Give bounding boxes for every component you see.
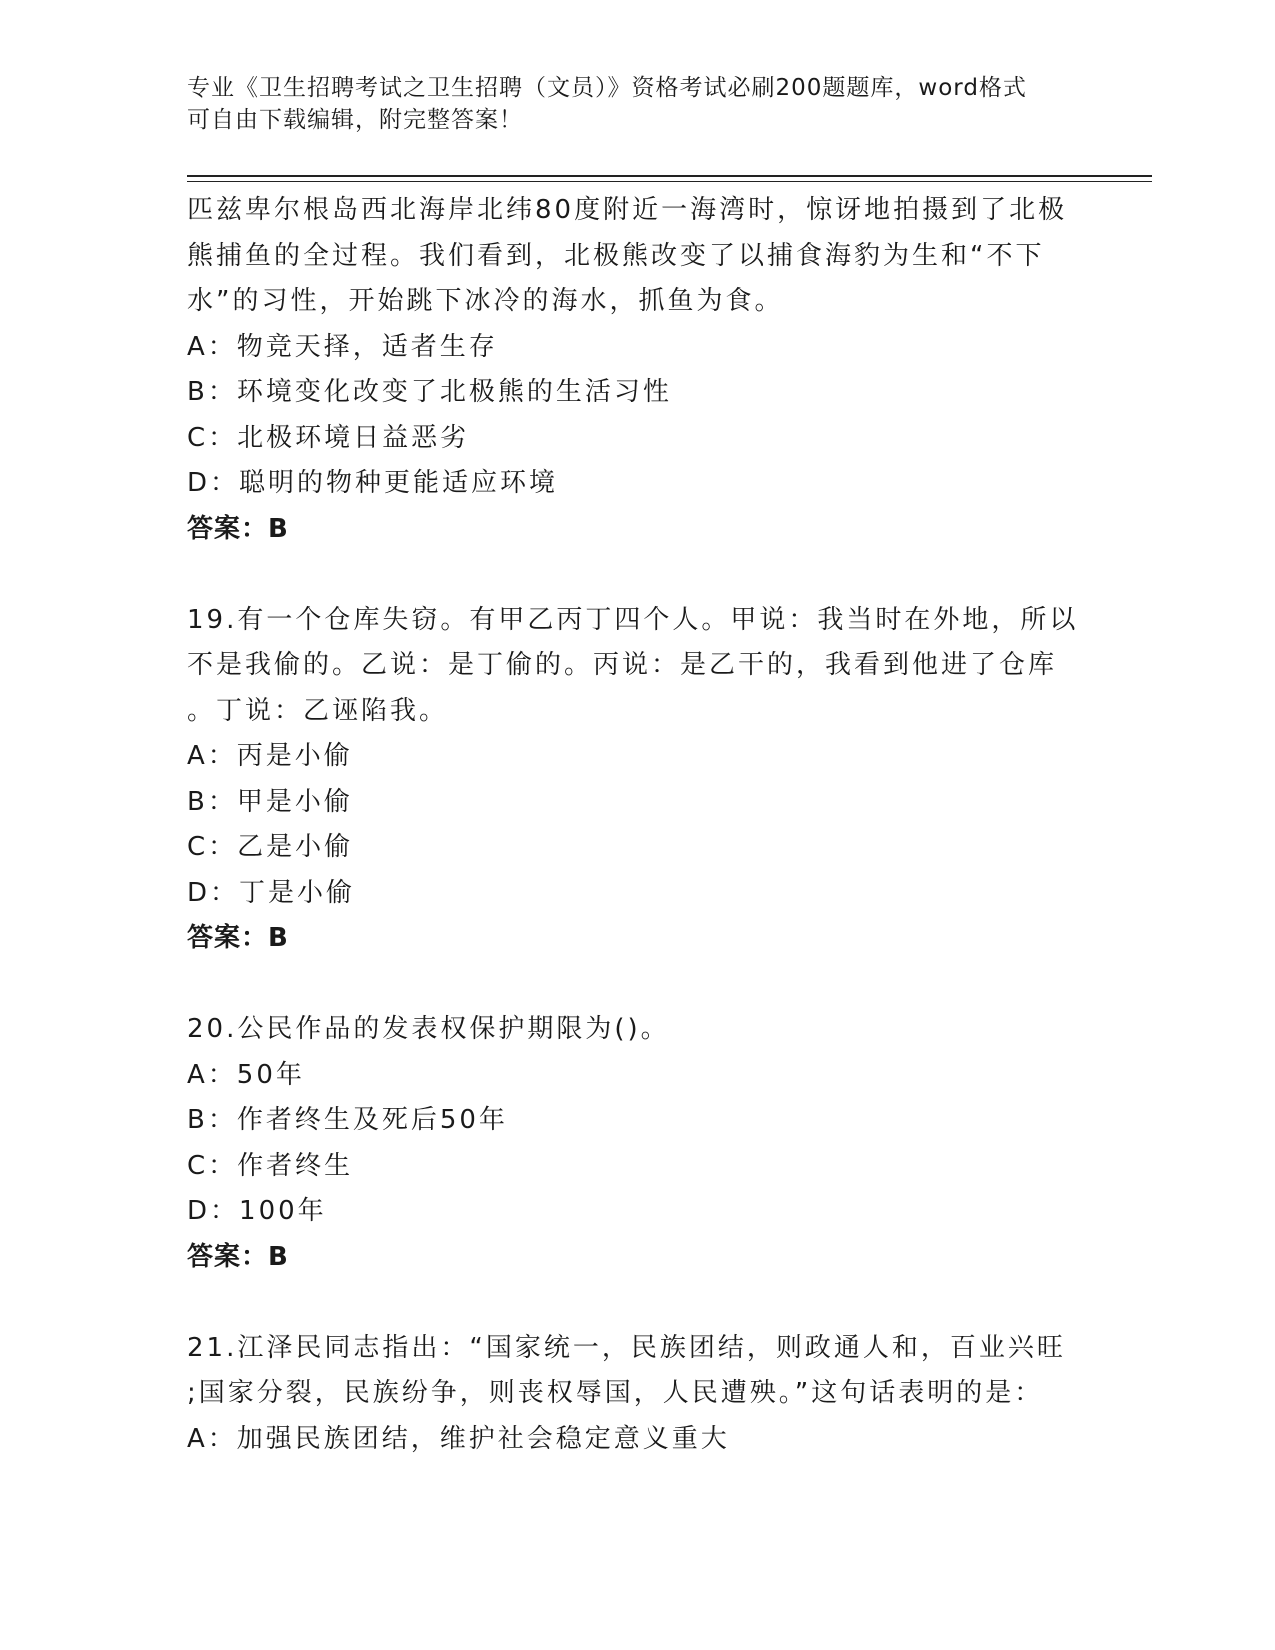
option-d: D：100年 bbox=[187, 1196, 327, 1226]
question-text-line: 水”的习性，开始跳下冰冷的海水，抓鱼为食。 bbox=[187, 286, 784, 316]
option-b: B：作者终生及死后50年 bbox=[187, 1105, 508, 1135]
answer-line: 答案：B bbox=[187, 513, 289, 544]
option-a: A：50年 bbox=[187, 1059, 305, 1090]
option-d: D：丁是小偷 bbox=[187, 877, 356, 908]
question-text-line: 21.江泽民同志指出：“国家统一，民族团结，则政通人和，百业兴旺 bbox=[187, 1332, 1066, 1363]
question-list bbox=[187, 188, 1077, 1462]
header-line-1: 专业《卫生招聘考试之卫生招聘（文员）》资格考试必刷200题题库，word格式 bbox=[187, 75, 1027, 101]
header-divider-thin bbox=[187, 181, 1152, 182]
option-d: D：聪明的物种更能适应环境 bbox=[187, 468, 559, 498]
spacer bbox=[187, 1280, 1077, 1326]
option-a: A：丙是小偷 bbox=[187, 741, 353, 771]
question-20 bbox=[187, 1007, 1077, 1280]
question-text-line: 匹兹卑尔根岛西北海岸北纬80度附近一海湾时，惊讶地拍摄到了北极 bbox=[187, 195, 1068, 225]
option-a: A：加强民族团结，维护社会稳定意义重大 bbox=[187, 1423, 730, 1454]
option-c: C：北极环境日益恶劣 bbox=[187, 422, 470, 453]
question-text-line: 20.公民作品的发表权保护期限为()。 bbox=[187, 1014, 670, 1044]
document-header bbox=[187, 72, 1087, 136]
option-c: C：作者终生 bbox=[187, 1150, 354, 1181]
question-text-line: ;国家分裂，民族纷争，则丧权辱国，人民遭殃。”这句话表明的是： bbox=[187, 1378, 1044, 1408]
option-b: B：环境变化改变了北极熊的生活习性 bbox=[187, 377, 672, 407]
answer-line: 答案：B bbox=[187, 1241, 289, 1272]
option-a: A：物竞天择，适者生存 bbox=[187, 331, 498, 362]
option-c: C：乙是小偷 bbox=[187, 832, 354, 862]
question-text-line: 熊捕鱼的全过程。我们看到，北极熊改变了以捕食海豹为生和“不下 bbox=[187, 240, 1045, 271]
option-b: B：甲是小偷 bbox=[187, 786, 353, 817]
question-19 bbox=[187, 598, 1077, 962]
question-21 bbox=[187, 1326, 1077, 1463]
question-text-line: 不是我偷的。乙说：是丁偷的。丙说：是乙干的，我看到他进了仓库 bbox=[187, 650, 1058, 680]
header-line-2: 可自由下载编辑，附完整答案！ bbox=[187, 107, 523, 133]
answer-line: 答案：B bbox=[187, 923, 289, 953]
question-18 bbox=[187, 188, 1077, 552]
question-text-line: 19.有一个仓库失窃。有甲乙丙丁四个人。甲说：我当时在外地，所以 bbox=[187, 604, 1079, 635]
question-text-line: 。丁说：乙诬陷我。 bbox=[187, 695, 449, 726]
spacer bbox=[187, 552, 1077, 598]
spacer bbox=[187, 962, 1077, 1008]
header-divider-thick bbox=[187, 175, 1152, 177]
